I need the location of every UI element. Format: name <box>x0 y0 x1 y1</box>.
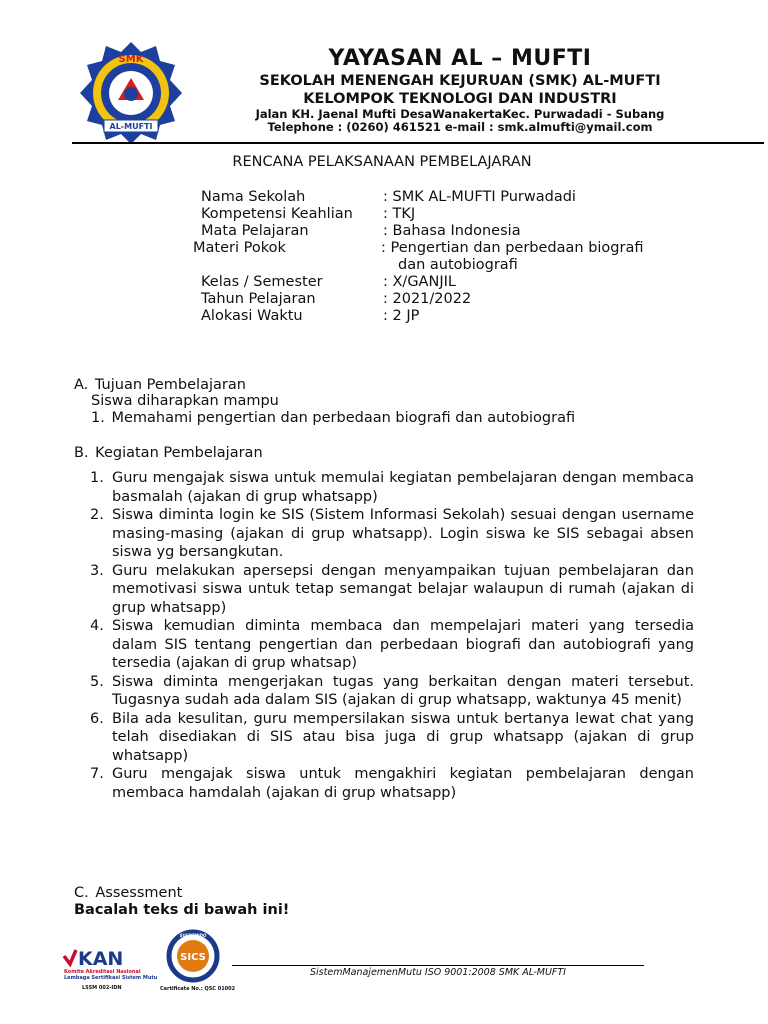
item-text: Siswa diminta mengerjakan tugas yang berkaitan dengan materi tersebut. Tugasnya sudah ada dalam SIS (ajakan di grup whatsapp, waktunya 45 menit) <box>112 673 694 708</box>
section-letter: B. <box>74 445 89 461</box>
identity-value: : Bahasa Indonesia <box>383 223 521 239</box>
school-group: KELOMPOK TEKNOLOGI DAN INDUSTRI <box>303 91 617 107</box>
item-text: Guru mengajak siswa untuk memulai kegiatan pembelajaran dengan membaca basmalah (ajakan di grup whatsapp) <box>112 470 694 505</box>
identity-value: : TKJ <box>383 206 416 222</box>
sics-code: Certificate No.: QSC 01002 <box>160 986 236 992</box>
item-text: Guru melakukan apersepsi dengan menyampaikan tujuan pembelajaran dan memotivasi siswa untuk tetap semangat belajar walaupun di rumah (ajakan di grup whatsapp) <box>112 562 694 616</box>
activity-list <box>90 469 694 802</box>
list-item <box>90 617 694 673</box>
identity-value: : SMK AL-MUFTI Purwadadi <box>383 189 576 205</box>
identity-value: : 2021/2022 <box>383 291 472 307</box>
kan-code: LSSM 002-IDN <box>82 985 122 991</box>
kan-logo-text: KAN <box>78 948 124 968</box>
item-number: 1. <box>90 470 104 486</box>
section-b-heading <box>74 445 263 461</box>
list-item <box>90 673 694 710</box>
identity-label: Alokasi Waktu <box>201 308 303 324</box>
foundation-name: YAYASAN AL – MUFTI <box>328 46 592 71</box>
sics-logo-text: SICS <box>180 952 206 963</box>
identity-value-continued: dan autobiografi <box>398 257 518 273</box>
section-a-intro: Siswa diharapkan mampu <box>91 393 279 409</box>
kan-logo <box>62 946 158 992</box>
school-address: Jalan KH. Jaenal Mufti DesaWanakertaKec. Purwadadi - Subang <box>255 107 665 121</box>
kan-subtitle: Komite Akreditasi Nasional <box>64 969 141 975</box>
section-title: Tujuan Pembelajaran <box>94 377 246 393</box>
section-title: Assessment <box>95 885 183 901</box>
item-text: Siswa diminta login ke SIS (Sistem Informasi Sekolah) sesuai dengan username masing-masing (ajakan di grup whatsapp). Login siswa ke SIS sebagai absen siswa yg bersangkutan. <box>112 507 694 560</box>
section-letter: C. <box>74 885 89 901</box>
section-letter: A. <box>74 377 89 393</box>
kan-check-icon <box>62 946 142 968</box>
school-contact: Telephone : (0260) 461521 e-mail : smk.almufti@ymail.com <box>267 120 653 134</box>
item-text: Siswa kemudian diminta membaca dan mempelajari materi yang tersedia dalam SIS tentang pengertian dan perbedaan biografi dan autobiografi yang tersedia (ajakan di grup whatsap) <box>112 618 694 671</box>
school-logo <box>78 40 184 146</box>
item-number: 6. <box>90 710 104 727</box>
item-text: Guru mengajak siswa untuk mengakhiri kegiatan pembelajaran dengan membaca hamdalah (ajakan di grup whatsapp) <box>112 766 694 801</box>
item-text: Memahami pengertian dan perbedaan biografi dan autobiografi <box>111 410 576 426</box>
sics-logo <box>158 926 236 996</box>
item-text: Bila ada kesulitan, guru mempersilakan siswa untuk bertanya lewat chat yang telah disediakan di SIS atau bisa juga di grup whatsapp (ajakan di grup whatsapp) <box>112 710 694 764</box>
identity-value: : 2 JP <box>383 308 420 324</box>
identity-label: Mata Pelajaran <box>201 223 309 239</box>
document-title: RENCANA PELAKSANAAN PEMBELAJARAN <box>232 154 532 170</box>
section-a-item <box>91 410 575 426</box>
item-number: 3. <box>90 562 104 579</box>
list-item <box>90 469 694 506</box>
list-item <box>90 506 694 562</box>
list-item <box>90 710 694 766</box>
header-divider <box>72 142 764 144</box>
sics-emblem-icon <box>158 926 228 986</box>
section-a-heading <box>74 377 246 393</box>
kan-subtitle: Lembaga Sertifikasi Sistem Mutu <box>64 975 158 981</box>
item-number: 4. <box>90 618 104 634</box>
sics-ring-text: SUCOFINDO <box>179 933 207 938</box>
item-number: 5. <box>90 673 104 690</box>
logo-text-bottom: AL-MUFTI <box>109 122 153 131</box>
logo-text-top: SMK <box>118 54 144 65</box>
list-item <box>90 562 694 618</box>
section-c-heading <box>74 885 182 901</box>
assessment-instruction: Bacalah teks di bawah ini! <box>74 902 290 918</box>
list-item <box>90 765 694 802</box>
identity-value: : X/GANJIL <box>383 274 456 290</box>
identity-label: Kompetensi Keahlian <box>201 206 353 222</box>
item-number: 1. <box>91 410 105 426</box>
identity-label: Nama Sekolah <box>201 189 306 205</box>
identity-value: : Pengertian dan perbedaan biografi <box>381 240 644 256</box>
section-title: Kegiatan Pembelajaran <box>95 445 263 461</box>
identity-label: Materi Pokok <box>193 240 286 256</box>
identity-label: Tahun Pelajaran <box>201 291 316 307</box>
identity-label: Kelas / Semester <box>201 274 323 290</box>
item-number: 7. <box>90 766 104 782</box>
school-name: SEKOLAH MENENGAH KEJURUAN (SMK) AL-MUFTI <box>259 73 661 89</box>
item-number: 2. <box>90 507 104 523</box>
footer-text: SistemManajemenMutu ISO 9001:2008 SMK AL-MUFTI <box>310 967 566 978</box>
footer-divider <box>232 965 644 966</box>
